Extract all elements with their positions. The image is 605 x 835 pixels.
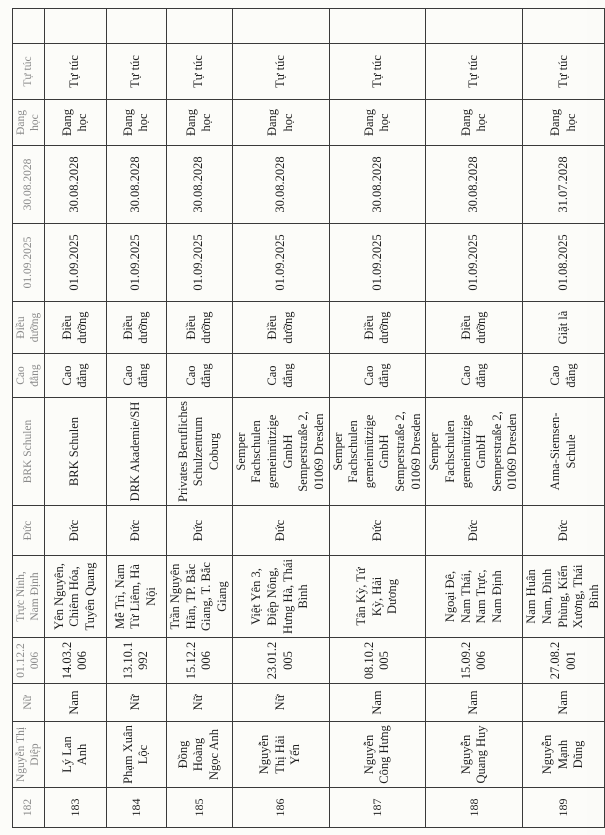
funding-cell: Tự túc bbox=[523, 44, 605, 100]
note-cell bbox=[44, 9, 106, 44]
country-cell: Đức bbox=[232, 506, 329, 556]
dob-cell: 01.12.2 006 bbox=[13, 638, 45, 684]
country-cell: Đức bbox=[166, 506, 232, 556]
hometown-cell: Nam Huân Nam, Đình Phùng, Kiến Xương, Thái Bình bbox=[523, 556, 605, 638]
start-date-cell: 01.09.2025 bbox=[166, 224, 232, 302]
name-cell: Phạm Xuân Lộc bbox=[106, 722, 166, 788]
major-cell: Điều dưỡng bbox=[166, 302, 232, 354]
note-cell bbox=[232, 9, 329, 44]
country-cell: Đức bbox=[44, 506, 106, 556]
start-date-cell: 01.09.2025 bbox=[329, 224, 426, 302]
gender-cell: Nữ bbox=[166, 684, 232, 722]
dob-cell: 23.01.2 005 bbox=[232, 638, 329, 684]
stt-cell: 188 bbox=[426, 788, 523, 828]
table-row bbox=[13, 9, 45, 828]
note-cell bbox=[426, 9, 523, 44]
stt-cell: 185 bbox=[166, 788, 232, 828]
country-cell: Đức bbox=[329, 506, 426, 556]
level-cell: Cao đẳng bbox=[232, 354, 329, 398]
hometown-cell: Tân Kỳ, Tứ Kỳ, Hải Dương bbox=[329, 556, 426, 638]
level-cell: Cao đẳng bbox=[426, 354, 523, 398]
end-date-cell: 30.08.2028 bbox=[166, 146, 232, 224]
dob-cell: 13.10.1 992 bbox=[106, 638, 166, 684]
roster-body bbox=[13, 9, 605, 828]
status-cell: Đang học bbox=[426, 100, 523, 146]
country-cell: Đức bbox=[13, 506, 45, 556]
student-roster-table bbox=[12, 8, 605, 828]
major-cell: Điều dưỡng bbox=[329, 302, 426, 354]
funding-cell: Tự túc bbox=[44, 44, 106, 100]
stt-cell: 186 bbox=[232, 788, 329, 828]
status-cell: Đang học bbox=[232, 100, 329, 146]
level-cell: Cao đẳng bbox=[13, 354, 45, 398]
level-cell: Cao đẳng bbox=[523, 354, 605, 398]
name-cell: Nguyễn Quang Huy bbox=[426, 722, 523, 788]
note-cell bbox=[523, 9, 605, 44]
start-date-cell: 01.09.2025 bbox=[44, 224, 106, 302]
gender-cell: Nữ bbox=[106, 684, 166, 722]
school-cell: Semper Fachschulen gemeinnützige GmbH Semperstraße 2, 01069 Dresden bbox=[329, 398, 426, 506]
note-cell bbox=[329, 9, 426, 44]
stt-cell: 184 bbox=[106, 788, 166, 828]
level-cell: Cao đẳng bbox=[329, 354, 426, 398]
end-date-cell: 30.08.2028 bbox=[232, 146, 329, 224]
table-row bbox=[44, 9, 106, 828]
country-cell: Đức bbox=[426, 506, 523, 556]
hometown-cell: Trần Nguyên Hãn, TP. Bắc Giang, T. Bắc Giang bbox=[166, 556, 232, 638]
dob-cell: 14.03.2 006 bbox=[44, 638, 106, 684]
end-date-cell: 30.08.2028 bbox=[13, 146, 45, 224]
note-cell bbox=[106, 9, 166, 44]
hometown-cell: Việt Yên 3, Điệp Nông, Hưng Hà, Thái Bình bbox=[232, 556, 329, 638]
major-cell: Giặt là bbox=[523, 302, 605, 354]
level-cell: Cao đẳng bbox=[44, 354, 106, 398]
funding-cell: Tự túc bbox=[166, 44, 232, 100]
funding-cell: Tự túc bbox=[13, 44, 45, 100]
end-date-cell: 30.08.2028 bbox=[329, 146, 426, 224]
dob-cell: 15.09.2 006 bbox=[426, 638, 523, 684]
table-row bbox=[523, 9, 605, 828]
gender-cell: Nữ bbox=[13, 684, 45, 722]
school-cell: BRK Schulen bbox=[13, 398, 45, 506]
name-cell: Lý Lan Anh bbox=[44, 722, 106, 788]
stt-cell: 183 bbox=[44, 788, 106, 828]
gender-cell: Nam bbox=[426, 684, 523, 722]
dob-cell: 08.10.2 005 bbox=[329, 638, 426, 684]
level-cell: Cao đẳng bbox=[106, 354, 166, 398]
name-cell: Nguyễn Công Hưng bbox=[329, 722, 426, 788]
dob-cell: 27.08.2 001 bbox=[523, 638, 605, 684]
name-cell: Đồng Hoàng Ngọc Anh bbox=[166, 722, 232, 788]
stt-cell: 182 bbox=[13, 788, 45, 828]
end-date-cell: 30.08.2028 bbox=[426, 146, 523, 224]
hometown-cell: Trực Ninh, Nam Định bbox=[13, 556, 45, 638]
status-cell: Đang học bbox=[106, 100, 166, 146]
major-cell: Điều dưỡng bbox=[426, 302, 523, 354]
status-cell: Đang học bbox=[166, 100, 232, 146]
status-cell: Đang học bbox=[329, 100, 426, 146]
country-cell: Đức bbox=[523, 506, 605, 556]
hometown-cell: Mễ Trì, Nam Từ Liêm, Hà Nội bbox=[106, 556, 166, 638]
table-row bbox=[329, 9, 426, 828]
level-cell: Cao đẳng bbox=[166, 354, 232, 398]
school-cell: DRK Akademie/SH bbox=[106, 398, 166, 506]
school-cell: Privates Berufliches Schulzentrum Coburg bbox=[166, 398, 232, 506]
school-cell: BRK Schulen bbox=[44, 398, 106, 506]
funding-cell: Tự túc bbox=[329, 44, 426, 100]
hometown-cell: Yên Nguyên, Chiêm Hóa, Tuyên Quang bbox=[44, 556, 106, 638]
school-cell: Semper Fachschulen gemeinnützige GmbH Semperstraße 2, 01069 Dresden bbox=[232, 398, 329, 506]
start-date-cell: 01.09.2025 bbox=[13, 224, 45, 302]
name-cell: Nguyễn Thị Hải Yến bbox=[232, 722, 329, 788]
funding-cell: Tự túc bbox=[232, 44, 329, 100]
dob-cell: 15.12.2 006 bbox=[166, 638, 232, 684]
start-date-cell: 01.09.2025 bbox=[106, 224, 166, 302]
note-cell bbox=[166, 9, 232, 44]
table-row bbox=[426, 9, 523, 828]
start-date-cell: 01.09.2025 bbox=[426, 224, 523, 302]
status-cell: Đang học bbox=[44, 100, 106, 146]
status-cell: Đang học bbox=[13, 100, 45, 146]
school-cell: Semper Fachschulen gemeinnützige GmbH Semperstraße 2, 01069 Dresden bbox=[426, 398, 523, 506]
table-row bbox=[106, 9, 166, 828]
gender-cell: Nam bbox=[329, 684, 426, 722]
funding-cell: Tự túc bbox=[426, 44, 523, 100]
note-cell bbox=[13, 9, 45, 44]
name-cell: Nguyễn Thị Diệp bbox=[13, 722, 45, 788]
start-date-cell: 01.09.2025 bbox=[232, 224, 329, 302]
end-date-cell: 31.07.2028 bbox=[523, 146, 605, 224]
start-date-cell: 01.08.2025 bbox=[523, 224, 605, 302]
major-cell: Điều dưỡng bbox=[232, 302, 329, 354]
major-cell: Điều dưỡng bbox=[13, 302, 45, 354]
hometown-cell: Ngoại Đê, Nam Thái, Nam Trực, Nam Định bbox=[426, 556, 523, 638]
end-date-cell: 30.08.2028 bbox=[106, 146, 166, 224]
gender-cell: Nữ bbox=[232, 684, 329, 722]
major-cell: Điều dưỡng bbox=[44, 302, 106, 354]
funding-cell: Tự túc bbox=[106, 44, 166, 100]
gender-cell: Nam bbox=[44, 684, 106, 722]
stt-cell: 189 bbox=[523, 788, 605, 828]
school-cell: Anna-Siemsen-Schule bbox=[523, 398, 605, 506]
gender-cell: Nam bbox=[523, 684, 605, 722]
name-cell: Nguyễn Mạnh Dũng bbox=[523, 722, 605, 788]
country-cell: Đức bbox=[106, 506, 166, 556]
end-date-cell: 30.08.2028 bbox=[44, 146, 106, 224]
table-row bbox=[232, 9, 329, 828]
major-cell: Điều dưỡng bbox=[106, 302, 166, 354]
table-row bbox=[166, 9, 232, 828]
status-cell: Đang học bbox=[523, 100, 605, 146]
stt-cell: 187 bbox=[329, 788, 426, 828]
